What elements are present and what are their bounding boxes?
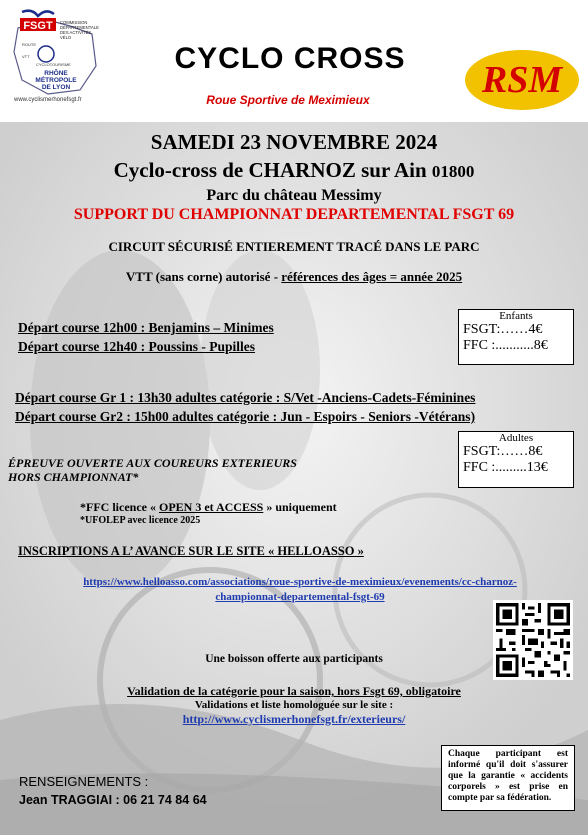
price-children-fsgt: FSGT:……4€ bbox=[463, 322, 543, 337]
svg-text:DES ACTIVITÉS: DES ACTIVITÉS bbox=[60, 30, 92, 35]
price-box-adults-head: Adultes bbox=[498, 432, 534, 444]
circuit-info: CIRCUIT SÉCURISÉ ENTIEREMENT TRACÉ DANS LE PARC bbox=[108, 239, 480, 254]
helloasso-link[interactable]: https://www.helloasso.com/associations/roue-sportive-de-meximieux/evenements/cc-charnoz- championnat-departemental-fsgt-69 bbox=[83, 576, 517, 603]
validation-list-link[interactable]: http://www.cyclismerhonefsgt.fr/exterieurs/ bbox=[182, 712, 406, 726]
event-name-text: Cyclo-cross de CHARNOZ sur Ain bbox=[113, 158, 427, 182]
ufolep-note: *UFOLEP avec licence 2025 bbox=[80, 515, 201, 526]
info-contact: Jean TRAGGIAI : 06 21 74 84 64 bbox=[19, 793, 207, 807]
departure-2: Départ course 12h40 : Poussins - Pupilles bbox=[18, 339, 256, 354]
svg-text:DE LYON: DE LYON bbox=[41, 84, 71, 91]
event-date: SAMEDI 23 NOVEMBRE 2024 bbox=[150, 130, 438, 154]
ffc-licence-note: *FFC licence « OPEN 3 et ACCESS » uniquement bbox=[80, 500, 337, 514]
svg-text:ROUTE: ROUTE bbox=[22, 42, 36, 47]
insurance-notice: Chaque participant est informé qu'il doit s'assurer que la garantie « accidents corporels » est prise en compte par sa fédération. bbox=[441, 745, 575, 811]
svg-text:VTT: VTT bbox=[22, 54, 30, 59]
vtt-info bbox=[0, 269, 588, 285]
championship-support: SUPPORT DU CHAMPIONNAT DEPARTEMENTAL FSGT 69 bbox=[73, 206, 515, 223]
page-title: CYCLO CROSS bbox=[174, 42, 406, 75]
registration-title: INSCRIPTIONS A L’ AVANCE SUR LE SITE « HELLOASSO » bbox=[18, 544, 364, 558]
price-box-children-head: Enfants bbox=[499, 310, 533, 322]
price-children-ffc: FFC :...........8€ bbox=[463, 338, 548, 353]
info-label: RENSEIGNEMENTS : bbox=[19, 774, 149, 789]
price-box-children bbox=[458, 309, 574, 365]
validation-list-label: Validations et liste homologuée sur le site : bbox=[194, 699, 394, 711]
category-validation: Validation de la catégorie pour la saison, hors Fsgt 69, obligatoire bbox=[127, 684, 461, 698]
rsm-club-logo bbox=[462, 46, 582, 112]
fsgt-logo-region: RHÔNE bbox=[44, 70, 68, 77]
vtt-info-a: VTT (sans corne) autorisé - bbox=[125, 269, 282, 284]
price-adults-fsgt: FSGT:……8€ bbox=[463, 444, 543, 459]
rsm-logo-text: RSM bbox=[481, 59, 563, 101]
open-race-notice: ÉPREUVE OUVERTE AUX COUREURS EXTERIEURS HORS CHAMPIONNAT* bbox=[8, 456, 297, 484]
svg-text:MÉTROPOLE: MÉTROPOLE bbox=[35, 77, 77, 84]
svg-text:VÉLO: VÉLO bbox=[60, 35, 72, 40]
age-reference: références des âges = année 2025 bbox=[281, 269, 463, 284]
event-venue: Parc du château Messimy bbox=[206, 187, 382, 204]
departure-3: Départ course Gr 1 : 13h30 adultes catégorie : S/Vet -Anciens-Cadets-Féminines bbox=[15, 390, 476, 405]
event-name bbox=[0, 158, 588, 183]
svg-text:CYCLOTOURISME: CYCLOTOURISME bbox=[36, 62, 71, 67]
departure-4: Départ course Gr2 : 15h00 adultes catégorie : Jun - Espoirs - Seniors -Vétérans) bbox=[15, 409, 476, 424]
svg-text:COMMISSION: COMMISSION bbox=[60, 20, 88, 25]
price-box-adults bbox=[458, 431, 574, 488]
price-adults-ffc: FFC :.........13€ bbox=[463, 460, 548, 475]
drink-offer: Une boisson offerte aux participants bbox=[205, 653, 383, 665]
qr-code[interactable] bbox=[493, 600, 573, 680]
logo-url: www.cyclismerhonefsgt.fr bbox=[14, 97, 82, 103]
departure-1: Départ course 12h00 : Benjamins – Minimes bbox=[18, 320, 274, 335]
header bbox=[0, 0, 588, 122]
svg-text:DÉPARTEMENTALE: DÉPARTEMENTALE bbox=[60, 25, 99, 30]
fsgt-logo-brand: FSGT bbox=[23, 20, 53, 32]
event-zip: 01800 bbox=[431, 162, 475, 181]
club-name: Roue Sportive de Meximieux bbox=[206, 93, 370, 107]
